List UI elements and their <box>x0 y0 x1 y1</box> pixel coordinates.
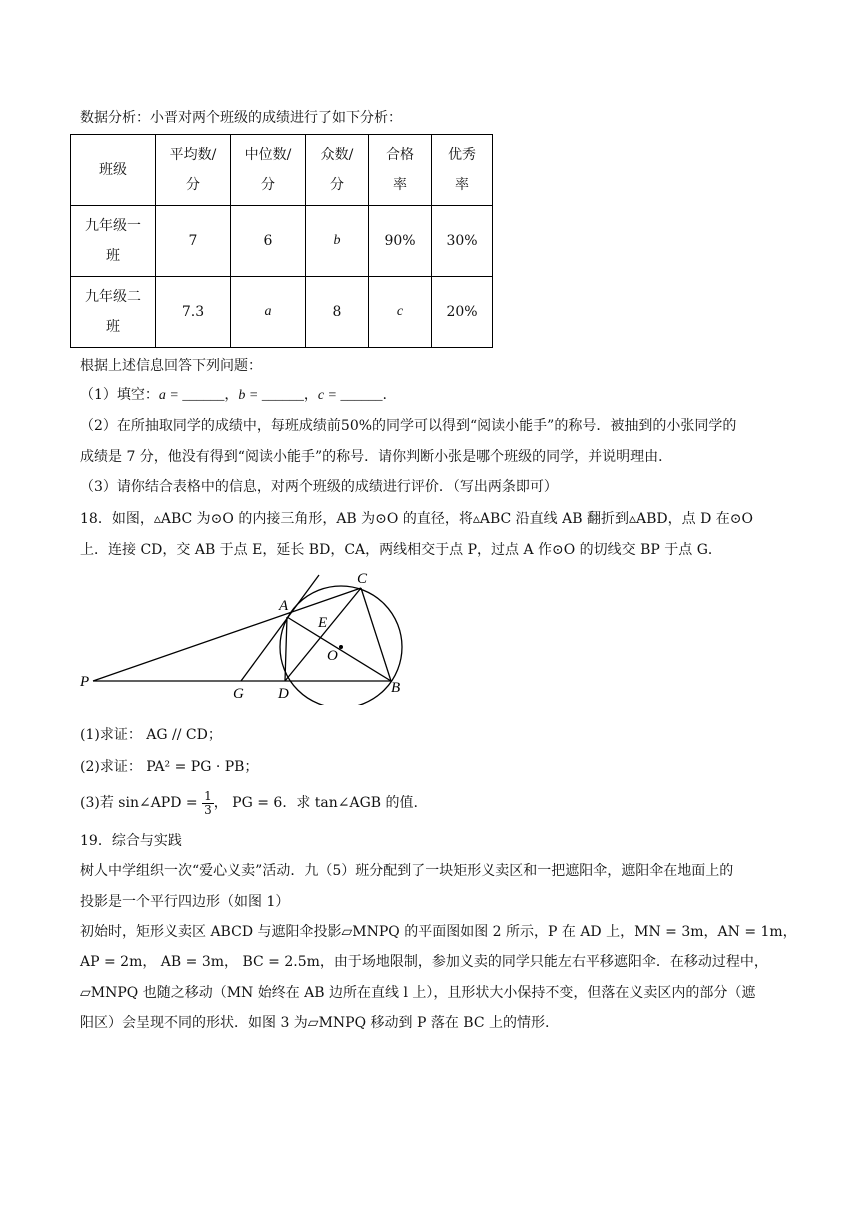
q18-sub3-post: ， PG = 6．求 tan∠AGB 的值. <box>213 795 418 811</box>
table-cell: 九年级一 班 <box>71 206 156 277</box>
period: . <box>382 387 387 403</box>
table-header-cell: 众数/ 分 <box>306 135 369 206</box>
segment-pc <box>93 588 361 681</box>
table-cell: 九年级二 班 <box>71 277 156 348</box>
q18-sub3 <box>80 788 418 818</box>
q17-part1-prefix: （1）填空： <box>80 387 159 403</box>
label-e: E <box>318 615 328 631</box>
segment-cd <box>285 588 361 681</box>
blank-a: a = ______ <box>158 388 225 403</box>
q17-part1 <box>80 385 387 406</box>
q17-part2-line1: （2）在所抽取同学的成绩中，每班成绩前50%的同学可以得到“阅读小能手”的称号．被抽到的小张同学的 <box>80 418 737 434</box>
q19-line5: ▱MNPQ 也随之移动（MN 始终在 AB 边所在直线 l 上），且形状大小保持不变，但落在义卖区内的部分（遮 <box>80 985 756 1001</box>
table-header-cell: 合格 率 <box>369 135 432 206</box>
table-cell: 30% <box>432 206 493 277</box>
segment-ab <box>287 617 391 681</box>
q19-line1: 树人中学组织一次“爱心义卖”活动．九（5）班分配到了一块矩形义卖区和一把遮阳伞，遮阳伞在地面上的 <box>80 863 734 879</box>
label-o: O <box>327 648 338 664</box>
q19-line2: 投影是一个平行四边形（如图 1） <box>80 894 290 910</box>
separator: ， <box>303 387 318 403</box>
table-cell: 7.3 <box>156 277 231 348</box>
table-header-cell: 优秀 率 <box>432 135 493 206</box>
geometry-figure <box>75 565 425 705</box>
table-header-cell: 平均数/ 分 <box>156 135 231 206</box>
table-cell: 90% <box>369 206 432 277</box>
table-row <box>71 206 493 277</box>
segment-cb <box>361 588 391 681</box>
table-cell: c <box>369 277 432 348</box>
intro-text: 数据分析：小晋对两个班级的成绩进行了如下分析： <box>80 110 402 126</box>
q19-line3: 初始时，矩形义卖区 ABCD 与遮阳伞投影▱MNPQ 的平面图如图 2 所示，P 在 AD 上，MN = 3m，AN = 1m， <box>80 924 797 940</box>
q18-line2: 上．连接 CD，交 AB 于点 E，延长 BD，CA，两线相交于点 P，过点 A 作⊙O 的切线交 BP 于点 G． <box>80 542 722 558</box>
q18-line1: 18．如图，▵ABC 为⊙O 的内接三角形，AB 为⊙O 的直径，将▵ABC 沿直线 AB 翻折到▵ABD，点 D 在⊙O <box>80 511 753 527</box>
table-cell: 20% <box>432 277 493 348</box>
table-header-cell: 班级 <box>71 135 156 206</box>
q19-line4: AP = 2m， AB = 3m， BC = 2.5m，由于场地限制，参加义卖的同学只能左右平移遮阳伞．在移动过程中， <box>80 954 768 970</box>
q18-sub2: (2)求证： PA² = PG · PB； <box>80 759 259 775</box>
table-cell: 8 <box>306 277 369 348</box>
q17-part3: （3）请你结合表格中的信息，对两个班级的成绩进行评价．（写出两条即可） <box>80 479 558 495</box>
segment-ad <box>285 617 287 681</box>
fraction-numerator: 1 <box>204 788 212 803</box>
q19-line6: 阳区）会呈现不同的形状．如图 3 为▱MNPQ 移动到 P 落在 BC 上的情形. <box>80 1015 550 1031</box>
label-c: C <box>357 571 368 587</box>
q17-lead: 根据上述信息回答下列问题： <box>80 358 262 374</box>
table-row <box>71 277 493 348</box>
q18-sub3-pre: (3)若 sin∠APD = <box>80 795 198 811</box>
label-g: G <box>233 686 244 702</box>
table-header-cell: 中位数/ 分 <box>231 135 306 206</box>
label-a: A <box>279 598 289 614</box>
table-cell: b <box>306 206 369 277</box>
label-d: D <box>278 686 289 702</box>
label-p: P <box>80 674 90 690</box>
q17-part2-line2: 成绩是 7 分，他没有得到“阅读小能手”的称号．请你判断小张是哪个班级的同学，并说明理由． <box>80 449 673 465</box>
label-b: B <box>391 680 401 696</box>
table-cell: 7 <box>156 206 231 277</box>
fraction-denominator: 3 <box>204 802 212 817</box>
tangent-line <box>241 575 319 681</box>
stats-table <box>70 134 493 348</box>
center-point <box>339 645 343 649</box>
table-cell: a <box>231 277 306 348</box>
q18-sub1: (1)求证： AG // CD； <box>80 727 222 743</box>
separator: ， <box>224 387 239 403</box>
blank-b: b = ______ <box>238 388 304 403</box>
fraction <box>202 790 214 817</box>
table-header-row <box>71 135 493 206</box>
q19-title: 19．综合与实践 <box>80 833 182 849</box>
blank-c: c = ______ <box>317 388 383 403</box>
table-cell: 6 <box>231 206 306 277</box>
